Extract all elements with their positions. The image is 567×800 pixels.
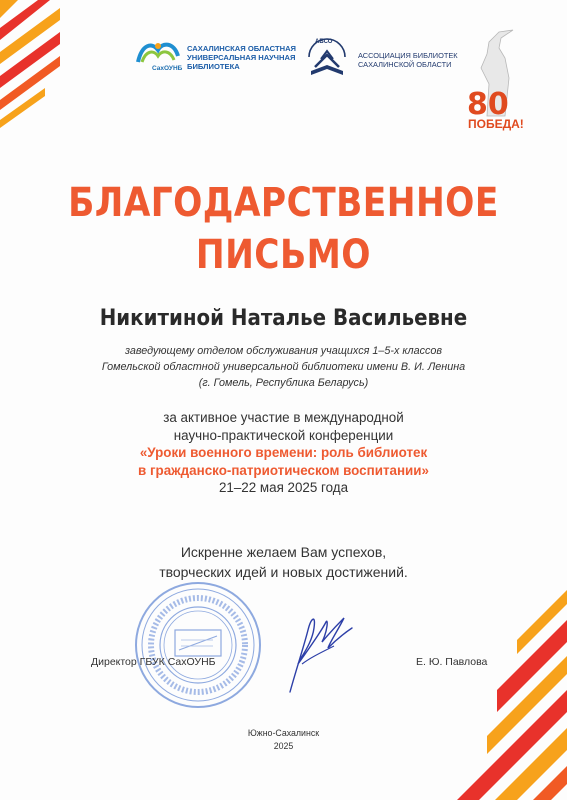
motherland-statue-icon <box>465 28 525 118</box>
wishes-line: Искренне желаем Вам успехов, <box>180 544 387 560</box>
position-line: (г. Гомель, Республика Беларусь) <box>198 377 369 389</box>
association-name-line: САХАЛИНСКОЙ ОБЛАСТИ <box>358 60 452 69</box>
victory-label: ПОБЕДА! <box>468 117 524 131</box>
library-name-line: БИБЛИОТЕКА <box>187 62 240 71</box>
body-line: за активное участие в международной <box>163 410 404 425</box>
handwritten-signature <box>278 600 358 700</box>
library-name-line: УНИВЕРСАЛЬНАЯ НАУЧНАЯ <box>187 53 296 62</box>
open-book-logo-icon <box>132 40 184 66</box>
recipient-position <box>0 343 567 391</box>
recipient-name: Никитиной Наталье Васильевне <box>99 306 468 331</box>
conference-title-line: «Уроки военного времени: роль библиотек <box>139 445 428 460</box>
document-title-line: ПИСЬМО <box>195 232 371 278</box>
association-logo <box>303 33 463 83</box>
footer-city: Южно-Сахалинск <box>247 728 320 738</box>
top-left-stripes-decoration <box>0 0 60 150</box>
association-name <box>358 51 478 69</box>
association-name-line: АССОЦИАЦИЯ БИБЛИОТЕК <box>358 51 458 60</box>
signer-name: Е. Ю. Павлова <box>416 656 488 668</box>
library-logo <box>132 40 297 80</box>
wishes-text <box>0 542 567 582</box>
official-seal-stamp <box>133 580 263 710</box>
position-line: Гомельской областной универсальной библиотеки имени В. И. Ленина <box>101 361 466 373</box>
victory-number: 80 <box>467 87 509 118</box>
library-abbr: СахОУНБ <box>152 65 183 72</box>
bottom-right-stripes-decoration <box>457 590 567 800</box>
wishes-line: творческих идей и новых достижений. <box>159 564 408 580</box>
position-line: заведующему отделом обслуживания учащихся 1–5-х классов <box>124 345 443 357</box>
director-title: Директор ГБУК СахОУНБ <box>91 656 216 668</box>
library-name-line: САХАЛИНСКАЯ ОБЛАСТНАЯ <box>187 44 297 53</box>
footer-year: 2025 <box>273 741 294 751</box>
library-name <box>187 44 297 71</box>
gratitude-text <box>0 409 567 497</box>
conference-title-line: в гражданско-патриотическом воспитании» <box>138 462 429 478</box>
conference-dates: 21–22 мая 2025 года <box>218 480 349 495</box>
body-line: научно-практической конференции <box>173 427 394 443</box>
victory-80-emblem <box>465 28 525 138</box>
document-title-line: БЛАГОДАРСТВЕННОЕ <box>68 180 499 226</box>
association-abbr: АБСО <box>315 39 333 45</box>
